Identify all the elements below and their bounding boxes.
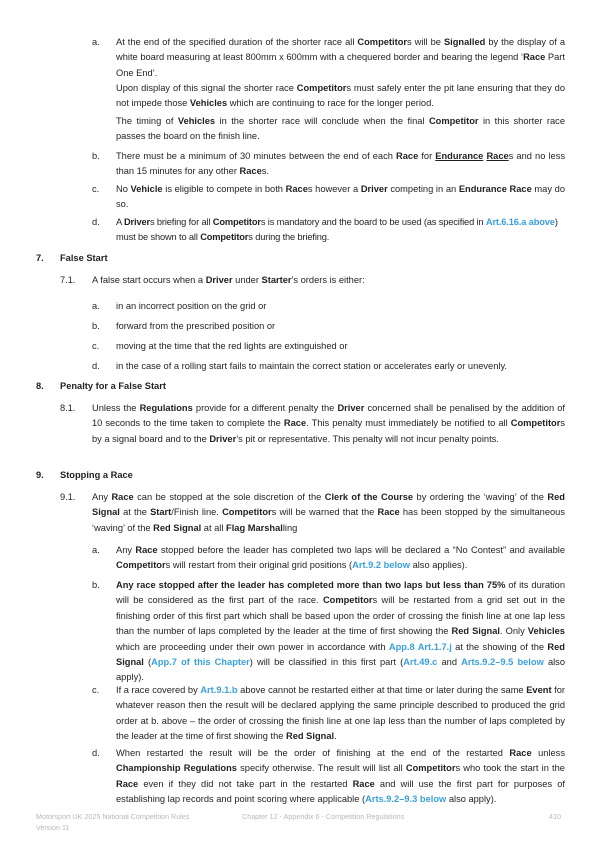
list-label: d. xyxy=(92,361,100,371)
list-label: c. xyxy=(92,685,100,695)
section-title: Stopping a Race xyxy=(60,470,133,480)
paragraph: Any Race can be stopped at the sole discretion of the Clerk of the Course by ordering the ‘waving’ of the Red Signal at the Start/Finish line. Competitors will be warned that the Race has been stopped by the simultaneous ‘waving’ of the Red Signal at all Flag Marshalling xyxy=(92,492,565,533)
cross-reference-link[interactable]: App.7 of this Chapter xyxy=(151,657,250,668)
list-label: c. xyxy=(92,341,100,351)
subsection-number: 8.1. xyxy=(60,403,76,413)
section-number: 8. xyxy=(36,381,44,391)
list-item: moving at the time that the red lights are extinguished or xyxy=(116,341,348,351)
list-item: in the case of a rolling start fails to maintain the correct station or accelerates early or unevenly. xyxy=(116,361,508,371)
list-item: forward from the prescribed position or xyxy=(116,321,276,331)
paragraph: There must be a minimum of 30 minutes between the end of each Race for Endurance Races and no less than 15 minutes for any other Races. xyxy=(116,151,565,177)
list-label: b. xyxy=(92,151,100,161)
footer-publication: Motorsport UK 2025 National Competition Rules xyxy=(36,812,190,821)
section-title: False Start xyxy=(60,253,108,263)
list-label: d. xyxy=(92,217,100,227)
cross-reference-link[interactable]: App.8 Art.1.7.j xyxy=(388,641,452,652)
paragraph: At the end of the specified duration of the shorter race all Competitors will be Signalled by the display of a white board measuring at least 800mm x 600mm with a chequered border and bearing the legend ‘Race Part One End’. xyxy=(116,37,565,78)
paragraph: A Drivers briefing for all Competitors is mandatory and the board to be used (as specified in Art.6.16.a above) must be shown to all Competitors during the briefing. xyxy=(116,217,558,243)
cross-reference-link[interactable]: Art.9.2 below xyxy=(352,560,410,571)
list-item: in an incorrect position on the grid or xyxy=(116,301,267,311)
list-label: a. xyxy=(92,301,100,311)
paragraph: No Vehicle is eligible to compete in both Races however a Driver competing in an Endurance Race may do so. xyxy=(116,184,565,210)
cross-reference-link[interactable]: Arts.9.2–9.5 below xyxy=(461,657,544,668)
footer-page-number: 410 xyxy=(549,812,561,821)
cross-reference-link[interactable]: Art.49.c xyxy=(403,657,438,668)
subsection-number: 9.1. xyxy=(60,492,76,502)
paragraph: Any Race stopped before the leader has completed two laps will be declared a “No Contest” and available Competitors will restart from their original grid positions (Art.9.2 below also applies). xyxy=(116,545,565,571)
paragraph: The timing of Vehicles in the shorter race will conclude when the final Competitor in this shorter race passes the board on the finish line. xyxy=(116,116,565,142)
section-title: Penalty for a False Start xyxy=(60,381,166,391)
cross-reference-link[interactable]: Arts.9.2–9.3 below xyxy=(365,794,447,805)
paragraph: When restarted the result will be the order of finishing at the end of the restarted Race unless Championship Regulations specify otherwise. The result will list all Competitors who took the start in the Race even if they did not take part in the restarted Race and will use the first part for purposes of establishing lap records and point scoring where applicable (Arts.9.2–9.3 below also apply). xyxy=(116,748,565,805)
cross-reference-link[interactable]: Art.9.1.b xyxy=(200,685,238,695)
paragraph: Upon display of this signal the shorter race Competitors must safely enter the pit lane ensuring that they do not impede those Vehicles which are continuing to race for the longer period. xyxy=(116,83,565,109)
list-label: d. xyxy=(92,748,100,758)
list-label: c. xyxy=(92,184,100,194)
list-label: b. xyxy=(92,580,100,590)
footer-version: Version 11 xyxy=(36,823,70,832)
list-label: a. xyxy=(92,37,100,47)
paragraph: Any race stopped after the leader has completed more than two laps but less than 75% of its duration will be considered as the first part of the race. Competitors will be restarted from a grid set out in the finishing order of this first part which shall be based upon the order of crossing the finish line at one lap less than the number of laps completed by the leader at the time of first showing the Red Signal. Only Vehicles which are proceeding under their own power in accordance with App.8 Art.1.7.j at the showing of the Red Signal (App.7 of this Chapter) will be classified in this first part (Art.49.c and Arts.9.2–9.5 below also apply). xyxy=(116,580,565,683)
footer-chapter: Chapter 12 - Appendix 6 - Competition Regulations xyxy=(242,812,405,821)
list-label: b. xyxy=(92,321,100,331)
paragraph: If a race covered by Art.9.1.b above cannot be restarted either at that time or later during the same Event for whatever reason then the result will be declared applying the same principle described to produced the grid order at b. above – the order of crossing the finish line at one lap less than the number of laps completed by the leader at the time of first showing the Red Signal. xyxy=(116,685,566,742)
subsection-number: 7.1. xyxy=(60,275,76,285)
cross-reference-link[interactable]: Art.6.16.a above xyxy=(485,217,555,227)
section-number: 9. xyxy=(36,470,44,480)
paragraph: A false start occurs when a Driver under Starter’s orders is either: xyxy=(92,275,365,285)
list-label: a. xyxy=(92,545,100,555)
paragraph: Unless the Regulations provide for a different penalty the Driver concerned shall be penalised by the addition of 10 seconds to the time taken to complete the Race. This penalty must immediately be notified to all Competitors by a signal board and to the Driver’s pit or representative. This penalty will not incur penalty points. xyxy=(92,403,566,444)
section-number: 7. xyxy=(36,253,44,263)
